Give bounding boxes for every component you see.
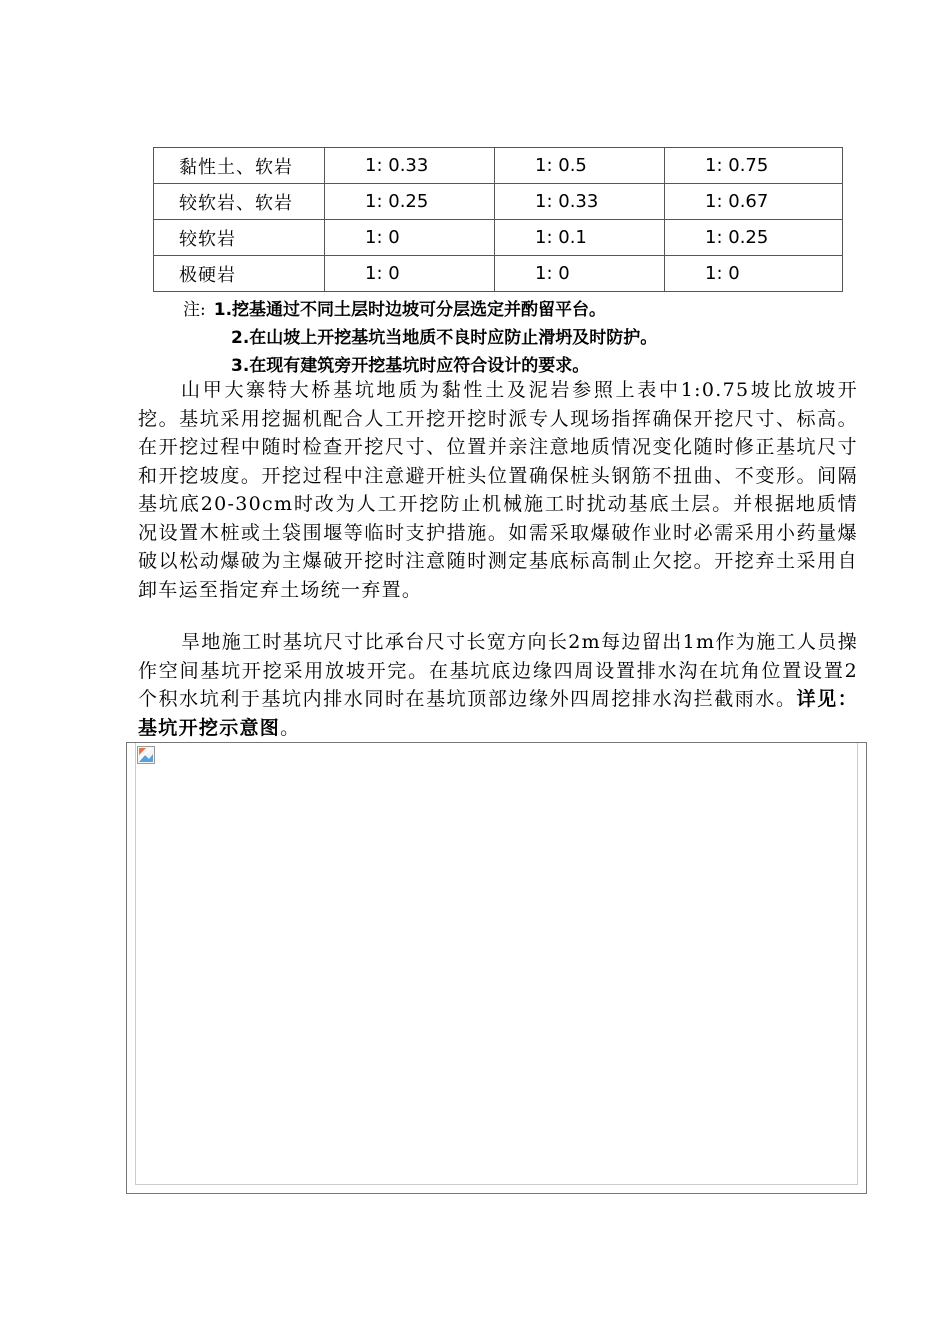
soil-type-cell: 较软岩: [154, 220, 325, 256]
dry-land-paragraph: [138, 628, 858, 742]
paragraph-text: 旱地施工时基坑尺寸比承台尺寸长宽方向长2m每边留出1m作为施工人员操作空间基坑开挖采用放坡开完。在基坑底边缘四周设置排水沟在坑角位置设置2个积水坑利于基坑内排水同时在基坑顶部边缘外四周挖排水沟拦截雨水。: [138, 631, 858, 710]
soil-type-cell: 极硬岩: [154, 256, 325, 292]
note-text: 1.挖基通过不同土层时边坡可分层选定并酌留平台。: [213, 300, 607, 320]
paragraph-end: 。: [280, 716, 301, 739]
ratio-cell: 1: 0.75: [665, 148, 843, 184]
ratio-cell: 1: 0: [325, 220, 495, 256]
excavation-diagram-frame: [126, 742, 867, 1194]
ratio-cell: 1: 0.33: [325, 148, 495, 184]
ratio-cell: 1: 0.1: [495, 220, 665, 256]
table-row: [154, 256, 843, 292]
ratio-cell: 1: 0.25: [665, 220, 843, 256]
note-text: 2.在山坡上开挖基坑当地质不良时应防止滑坍及时防护。: [231, 328, 658, 348]
note-line-2: [231, 323, 657, 348]
soil-type-cell: 较软岩、软岩: [154, 184, 325, 220]
ratio-cell: 1: 0.5: [495, 148, 665, 184]
ratio-cell: 1: 0: [665, 256, 843, 292]
table-row: [154, 220, 843, 256]
table-row: [154, 148, 843, 184]
ratio-cell: 1: 0.67: [665, 184, 843, 220]
figure-reference: 详见：基坑开挖示意图: [138, 688, 858, 739]
table-row: [154, 184, 843, 220]
slope-ratio-table: [153, 147, 843, 292]
note-text: 3.在现有建筑旁开挖基坑时应符合设计的要求。: [231, 356, 590, 376]
figure-inner-border: [135, 743, 858, 1185]
note-line-3: [231, 351, 589, 376]
soil-type-cell: 黏性土、软岩: [154, 148, 325, 184]
ratio-cell: 1: 0: [325, 256, 495, 292]
excavation-paragraph: 山甲大寨特大桥基坑地质为黏性土及泥岩参照上表中1:0.75坡比放坡开挖。基坑采用挖掘机配合人工开挖开挖时派专人现场指挥确保开挖尺寸、标高。在开挖过程中随时检查开挖尺寸、位置并亲注意地质情况变化随时修正基坑尺寸和开挖坡度。开挖过程中注意避开桩头位置确保桩头钢筋不扭曲、不变形。间隔 基坑底20-30cm时改为人工开挖防止机械施工时扰动基底土层。并根据地质情况设置木桩或土袋围堰等临时支护措施。如需采取爆破作业时必需采用小药量爆破以松动爆破为主爆破开挖时注意随时测定基底标高制止欠挖。开挖弃土采用自卸车运至指定弃土场统一弃置。: [138, 379, 858, 601]
note-label: 注:: [183, 300, 206, 320]
broken-image-icon: [137, 746, 155, 764]
ratio-cell: 1: 0.33: [495, 184, 665, 220]
ratio-cell: 1: 0.25: [325, 184, 495, 220]
note-line-1: [183, 295, 606, 320]
ratio-cell: 1: 0: [495, 256, 665, 292]
